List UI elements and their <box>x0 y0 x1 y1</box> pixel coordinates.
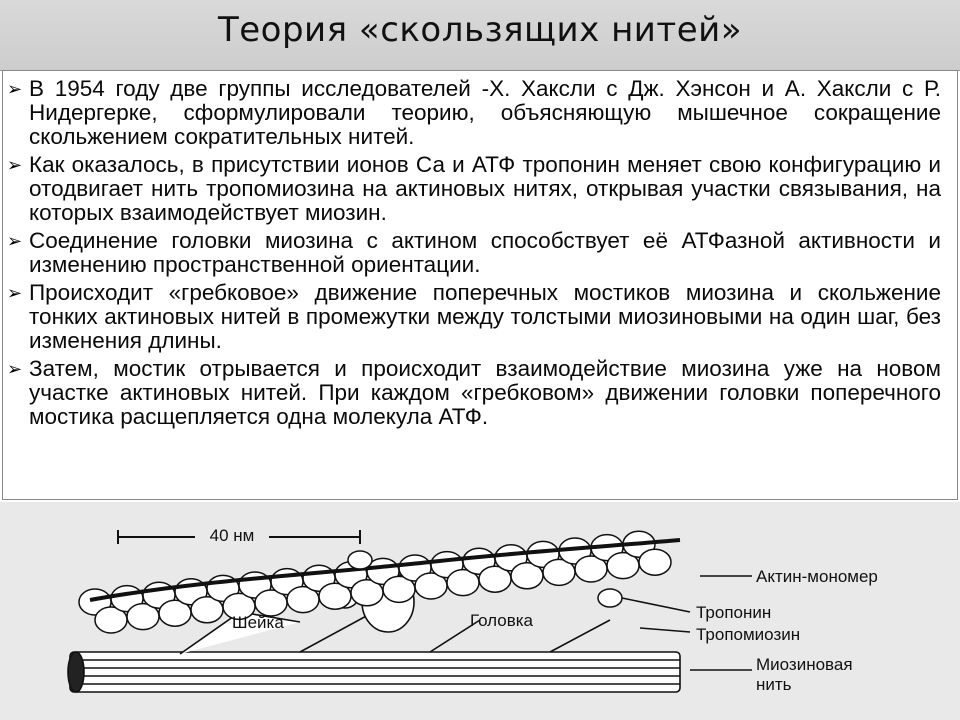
label-head: Головка <box>470 611 534 630</box>
bullet-text: Соединение головки миозина с актином способствует её АТФазной активности и изменению пространственной ориентации. <box>29 228 941 277</box>
title-bar <box>0 0 960 71</box>
bullet-item <box>7 356 941 429</box>
bullet-item <box>7 152 941 225</box>
label-myosin-filament-line1: Миозиновая <box>756 655 853 674</box>
text-box <box>2 70 958 500</box>
actin-monomer-bead <box>639 549 671 575</box>
arrow-right-icon: ➢ <box>7 231 23 252</box>
label-actin-monomer: Актин-мономер <box>756 567 878 586</box>
bullet-item <box>7 76 941 149</box>
bullet-text: Затем, мостик отрывается и происходит взаимодействие миозина уже на новом участке актиновых нитей. При каждом «гребковом» движении головки поперечного мостика расщепляется одна молекула АТФ. <box>29 356 941 429</box>
bullet-item <box>7 228 941 277</box>
filament-diagram <box>0 502 960 720</box>
arrow-right-icon: ➢ <box>7 79 23 100</box>
myosin-filament <box>68 652 680 692</box>
arrow-right-icon: ➢ <box>7 155 23 176</box>
label-tropomyosin: Тропомиозин <box>696 625 801 644</box>
label-troponin: Тропонин <box>696 603 772 622</box>
bullet-item <box>7 280 941 353</box>
arrow-right-icon: ➢ <box>7 359 23 380</box>
sliding-filament-figure <box>0 502 960 720</box>
slide-title: Теория «скользящих нитей» <box>217 10 743 50</box>
bullet-text: Как оказалось, в присутствии ионов Са и АТФ тропонин меняет свою конфигурацию и отодвигает нить тропомиозина на актиновых нитях, открывая участки связывания, на которых взаимодействует миозин. <box>29 152 941 225</box>
arrow-right-icon: ➢ <box>7 283 23 304</box>
label-myosin-filament-line2: нить <box>756 675 792 694</box>
label-neck: Шейка <box>232 613 284 632</box>
bullet-text: Происходит «гребковое» движение поперечных мостиков миозина и скольжение тонких актиновых нитей в промежутки между толстыми миозиновыми на один шаг, без изменения длины. <box>29 280 941 353</box>
scale-label: 40 нм <box>209 526 255 545</box>
bullet-list <box>3 77 957 429</box>
bullet-text: В 1954 году две группы исследователей -Х. Хаксли с Дж. Хэнсон и А. Хаксли с Р. Нидергерке, сформулировали теорию, объясняющую мышечное сокращение скольжением сократительных нитей. <box>29 76 941 149</box>
